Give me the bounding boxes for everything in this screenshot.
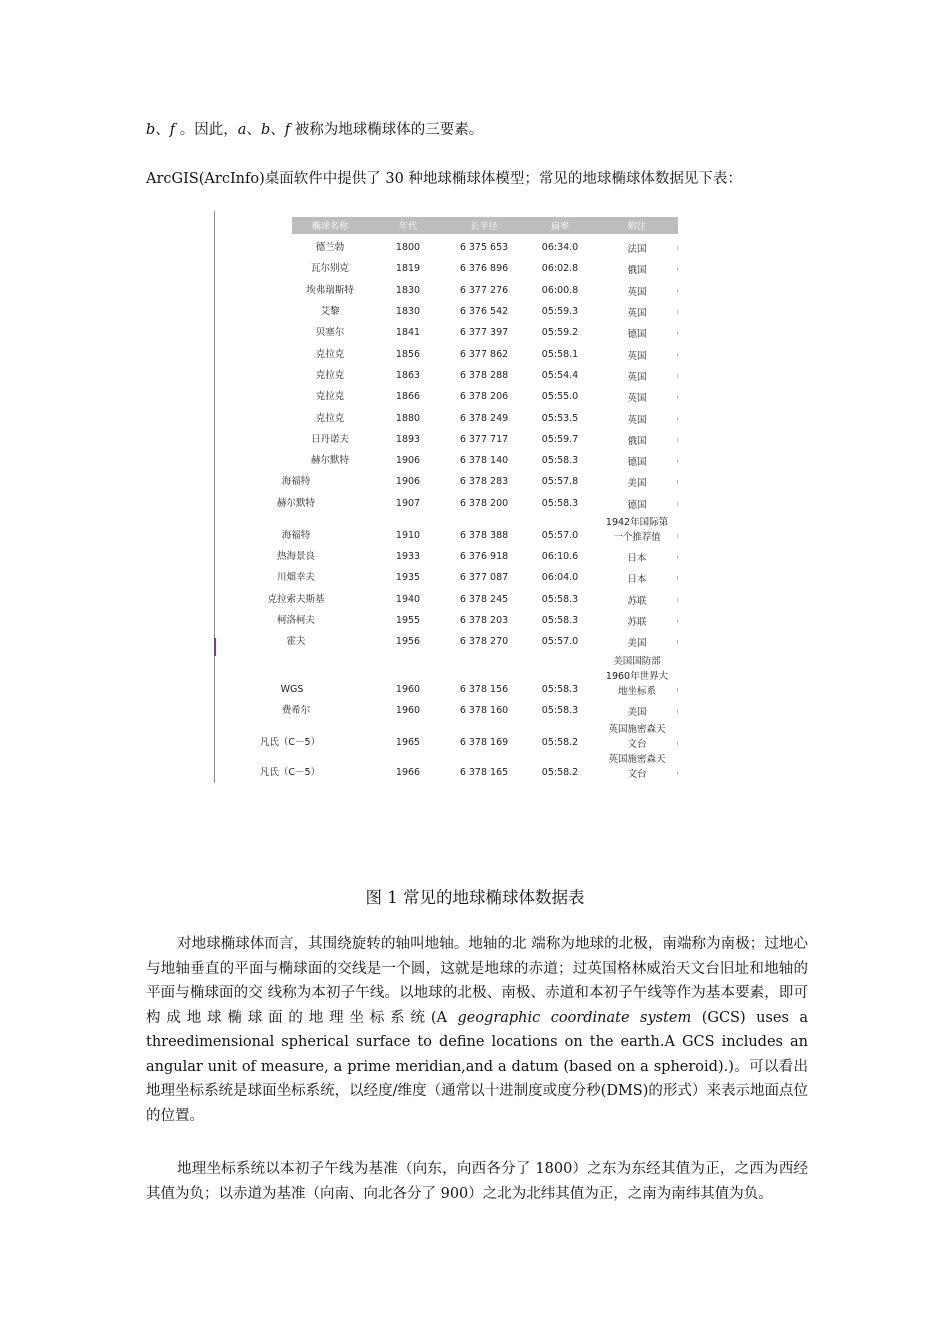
cell-flat: 05:57.0 [541,636,579,647]
cell-flat: 05:58.2 [541,737,579,748]
cell-radius: 6 375 653 [459,242,509,253]
cell-name: 克拉克 [315,370,345,381]
cell-note: 英国施密森天 文台 [608,754,666,780]
table-edge-dot [677,246,678,250]
cell-flat: 06:00.8 [541,285,579,296]
table-header [292,217,678,234]
cell-name: 埃弗瑞斯特 [306,285,354,296]
cell-flat: 05:59.7 [541,434,579,445]
cell-flat: 05:57.8 [541,476,579,487]
cell-flat: 05:59.3 [541,306,579,317]
cell-radius: 6 378 169 [459,737,509,748]
cell-year: 1933 [395,551,421,562]
cell-note: 俄国 [627,436,647,447]
cell-flat: 05:58.3 [541,615,579,626]
cell-note: 日本 [627,553,647,564]
cell-radius: 6 377 862 [459,349,509,360]
cell-year: 1819 [395,263,421,274]
intro-line-1 [146,118,808,143]
table-edge-dot [677,374,678,378]
cell-radius: 6 376 896 [459,263,509,274]
cell-name: 海福特 [281,530,311,541]
cell-radius: 6 377 087 [459,572,509,583]
cell-name: 克拉索夫斯基 [267,594,325,605]
table-edge-dot [677,709,678,713]
cell-radius: 6 378 249 [459,413,509,424]
cell-note: 美国国防部 1960年世界大 地坐标系 [605,656,669,697]
ellipsoid-table-image [214,211,678,783]
table-header-name: 椭球名称 [311,222,349,232]
table-header-note: 附注 [627,222,647,232]
cell-note: 英国 [627,308,647,319]
cell-name: 德兰勃 [315,242,345,253]
cell-year: 1841 [395,327,421,338]
cell-radius: 6 378 283 [459,476,509,487]
cell-radius: 6 378 156 [459,684,509,695]
cell-radius: 6 378 200 [459,498,509,509]
cell-radius: 6 377 717 [459,434,509,445]
cell-name: 赫尔默特 [310,455,350,466]
cell-flat: 06:34.0 [541,242,579,253]
table-header-flattening: 扁率 [550,222,570,232]
cell-flat: 06:04.0 [541,572,579,583]
cell-year: 1880 [395,413,421,424]
cell-flat: 05:53.5 [541,413,579,424]
table-edge-dot [677,502,678,506]
cell-flat: 05:58.3 [541,705,579,716]
cell-year: 1910 [395,530,421,541]
cell-year: 1960 [395,684,421,695]
cell-flat: 05:57.0 [541,530,579,541]
sep: 、 [155,122,170,138]
cell-year: 1907 [395,498,421,509]
cell-year: 1906 [395,455,421,466]
cell-year: 1960 [395,705,421,716]
cell-year: 1965 [395,737,421,748]
table-edge-dot [677,576,678,580]
var-f: f [169,122,176,138]
cell-name: 日丹诺夫 [310,434,350,445]
cell-year: 1893 [395,434,421,445]
paragraph-gcs [146,932,808,1128]
cell-radius: 6 378 140 [459,455,509,466]
text: 被称为地球椭球体的三要素。 [290,122,484,138]
intro-line-2: ArcGIS(ArcInfo)桌面软件中提供了 30 种地球椭球体模型；常见的地球椭球体数据见下表： [146,171,742,187]
cell-flat: 05:58.2 [541,767,579,778]
figure-caption: 图 1 常见的地球椭球体数据表 [365,888,585,907]
cell-name: 克拉克 [315,391,345,402]
cell-flat: 06:10.6 [541,551,579,562]
cell-flat: 05:54.4 [541,370,579,381]
cell-year: 1935 [395,572,421,583]
table-edge-dot [677,395,678,399]
cell-note: 德国 [627,329,647,340]
table-edge-dot [677,353,678,357]
cell-year: 1955 [395,615,421,626]
cell-name: 克拉克 [315,413,345,424]
cell-year: 1940 [395,594,421,605]
table-edge-dot [677,598,678,602]
cell-name: 凡氏（C－5） [259,767,321,778]
cell-name: 艾黎 [320,306,340,317]
sep: 、 [246,122,261,138]
cell-note: 英国 [627,393,647,404]
cell-note: 美国 [627,638,647,649]
cell-note: 日本 [627,574,647,585]
cell-name: 瓦尔别克 [310,263,350,274]
table-edge-dot [677,480,678,484]
cell-radius: 6 376 542 [459,306,509,317]
cell-name: 川畑幸夫 [276,572,316,583]
paragraph-lonlat: 地理坐标系统以本初子午线为基准（向东，向西各分了 1800）之东为东经其值为正，之西为西经其值为负；以赤道为基准（向南、向北各分了 900）之北为北纬其值为正，之南为南纬其值为负。 [146,1161,808,1202]
cell-note: 法国 [627,244,647,255]
cell-name: 凡氏（C－5） [259,737,321,748]
cell-name: 费希尔 [281,705,311,716]
cell-name: 赫尔默特 [276,498,316,509]
cell-note: 苏联 [627,617,647,628]
cell-radius: 6 378 206 [459,391,509,402]
table-edge-dot [677,459,678,463]
cell-note: 美国 [627,478,647,489]
cell-radius: 6 378 203 [459,615,509,626]
cell-flat: 05:58.3 [541,594,579,605]
cell-flat: 05:58.3 [541,498,579,509]
table-edge-dot [677,771,678,775]
cell-year: 1956 [395,636,421,647]
table-edge-dot [677,310,678,314]
cell-name: 海福特 [281,476,311,487]
table-edge-dot [677,289,678,293]
para1-text-italic: geographic coordinate system [457,1009,692,1026]
cell-flat: 06:02.8 [541,263,579,274]
cell-radius: 6 378 270 [459,636,509,647]
cell-note: 1942年国际第 一个推荐值 [605,517,669,543]
table-edge-dot [677,555,678,559]
cell-radius: 6 378 165 [459,767,509,778]
cell-name: 柯洛柯夫 [276,615,316,626]
cell-radius: 6 378 388 [459,530,509,541]
cell-note: 德国 [627,457,647,468]
cell-year: 1866 [395,391,421,402]
cell-name: 热海景良 [276,551,316,562]
table-edge-dot [677,417,678,421]
table-edge-dot [677,438,678,442]
table-edge-dot [677,688,678,692]
cell-note: 英国 [627,287,647,298]
table-marker [214,638,216,656]
cell-flat: 05:58.3 [541,684,579,695]
table-left-border [214,211,215,783]
var-f: f [284,122,291,138]
cell-note: 英国 [627,351,647,362]
cell-note: 俄国 [627,265,647,276]
cell-year: 1830 [395,285,421,296]
cell-radius: 6 377 276 [459,285,509,296]
cell-name: 克拉克 [315,349,345,360]
cell-note: 英国 [627,372,647,383]
var-a: a [237,122,247,138]
table-header-year: 年代 [398,222,418,232]
cell-year: 1856 [395,349,421,360]
cell-radius: 6 376 918 [459,551,509,562]
cell-note: 英国 [627,415,647,426]
cell-year: 1863 [395,370,421,381]
cell-radius: 6 377 397 [459,327,509,338]
cell-flat: 05:58.3 [541,455,579,466]
table-header-radius: 长半径 [470,222,498,232]
cell-note: 苏联 [627,596,647,607]
cell-flat: 05:55.0 [541,391,579,402]
var-b: b [146,122,156,138]
sep: 、 [270,122,285,138]
var-b: b [260,122,271,138]
cell-year: 1830 [395,306,421,317]
table-edge-dot [677,741,678,745]
table-edge-dot [677,267,678,271]
cell-flat: 05:59.2 [541,327,579,338]
table-edge-dot [677,331,678,335]
cell-note: 德国 [627,500,647,511]
cell-year: 1906 [395,476,421,487]
cell-note: 美国 [627,707,647,718]
cell-radius: 6 378 288 [459,370,509,381]
cell-flat: 05:58.1 [541,349,579,360]
cell-year: 1800 [395,242,421,253]
cell-note: 英国施密森天 文台 [608,724,666,750]
cell-year: 1966 [395,767,421,778]
cell-name: 贝塞尔 [315,327,345,338]
para1-text-a: 对地球椭球体而言，其围绕旋转的轴叫地轴。地轴的北 端称为地球的北极，南端称为南极；过地心与地轴垂直的平面与椭球面的交线是一个圆，这就是地球的赤道；过英国格林威治天文台旧址和地轴的平面与椭球面的交 线称为本初子午线。以地球的北极、南极、赤道和本初子午线等作为基本要素，即可构成地球椭球面的地理坐标系统(A [146,936,808,1026]
cell-radius: 6 378 160 [459,705,509,716]
table-edge-dot [677,619,678,623]
table-edge-dot [677,640,678,644]
cell-radius: 6 378 245 [459,594,509,605]
text: 。因此， [175,122,238,138]
table-edge-dot [677,534,678,538]
cell-name: 霍夫 [286,636,306,647]
para1-text-c: (GCS) uses a threedimensional spherical surface to define locations on the earth.A GCS includes an angular unit of measure, a prime meridian,and a datum (based on a spheroid).)。可以看出地理坐标系统是球面坐标系统，以经度/维度（通常以十进制度或度分秒(DMS)的形式）来表示地面点位的位置。 [146,1009,808,1124]
cell-name: WGS [280,684,304,695]
